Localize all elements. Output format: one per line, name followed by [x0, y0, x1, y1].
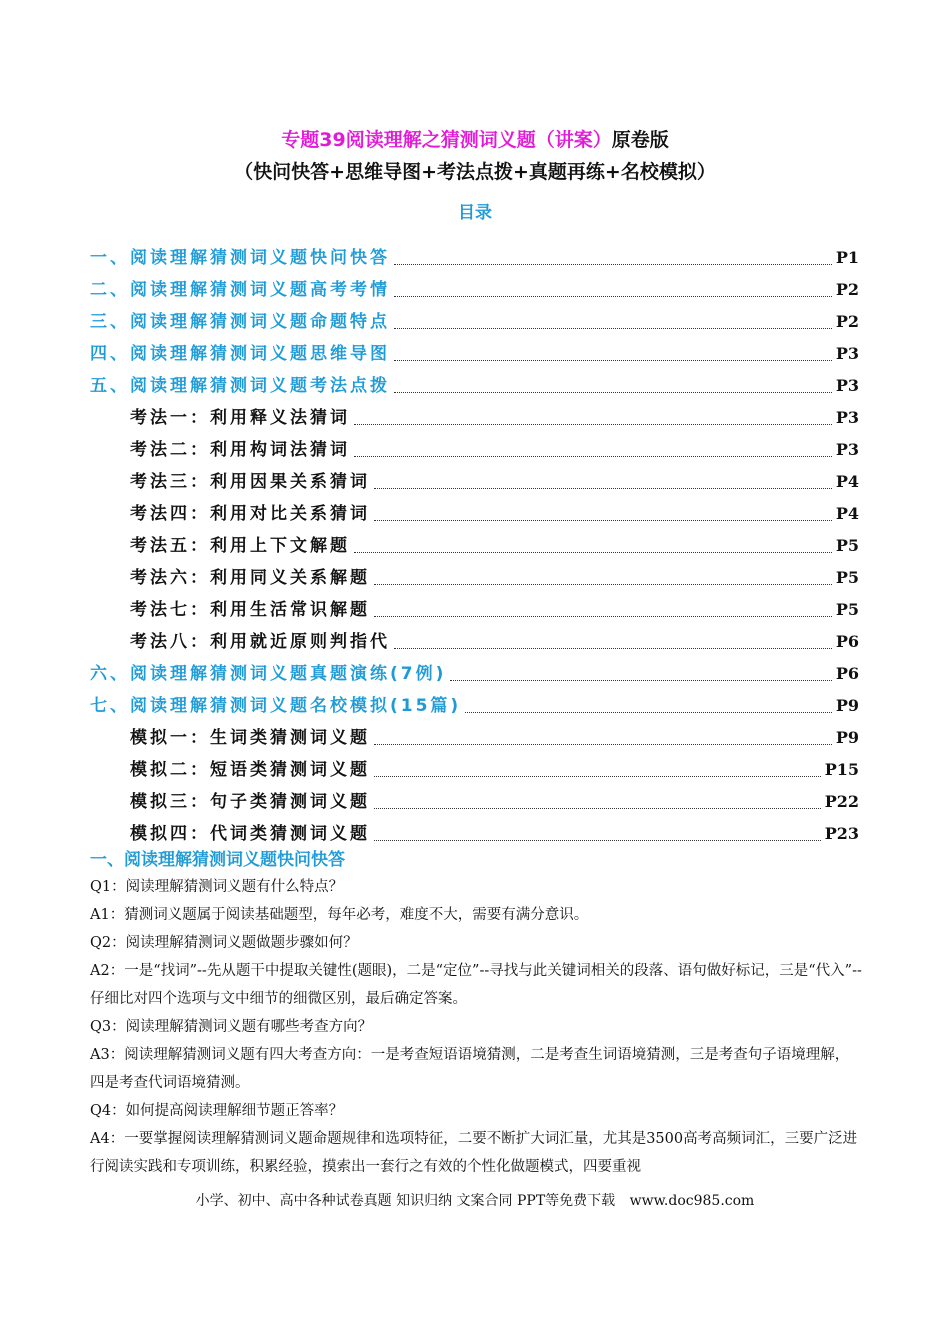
- qa-a4: A4：一要掌握阅读理解猜测词义题命题规律和选项特征，二要不断扩大词汇量，尤其是3500高考高频词汇，三要广泛进行阅读实践和专项训练，积累经验，摸索出一套行之有效的个性化做题模式，四要重视: [90, 1131, 858, 1175]
- toc-leader-dots: [394, 295, 832, 297]
- toc-entry-label: 模拟四：代词类猜测词义题: [130, 824, 370, 844]
- qa-a2: A2：一是“找词”--先从题干中提取关键性(题眼)，二是“定位”--寻找与此关键词相关的段落、语句做好标记，三是“代入”--仔细比对四个选项与文中细节的细微区别，最后确定答案。: [90, 963, 862, 1007]
- toc-entry-page: P9: [835, 696, 859, 715]
- toc-entry[interactable]: [90, 306, 859, 334]
- toc-entry-label: 六、阅读理解猜测词义题真题演练(7例): [90, 664, 447, 684]
- toc-entry-label: 三、阅读理解猜测词义题命题特点: [90, 312, 390, 332]
- toc-entry-page: P23: [824, 824, 859, 843]
- qa-q1: Q1：阅读理解猜测词义题有什么特点？: [90, 879, 344, 895]
- toc-entry[interactable]: [130, 786, 859, 814]
- toc-entry-page: P1: [835, 248, 859, 267]
- toc-entry-label: 考法二：利用构词法猜词: [130, 440, 350, 460]
- qa-a1: A1：猜测词义题属于阅读基础题型，每年必考，难度不大，需要有满分意识。: [90, 907, 589, 923]
- toc-entry-label: 一、阅读理解猜测词义题快问快答: [90, 248, 390, 268]
- toc-leader-dots: [394, 359, 832, 361]
- toc-entry-label: 二、阅读理解猜测词义题高考考情: [90, 280, 390, 300]
- toc-leader-dots: [465, 711, 832, 713]
- toc-entry[interactable]: [130, 466, 859, 494]
- toc-entry-label: 模拟一：生词类猜测词义题: [130, 728, 370, 748]
- toc-entry-label: 七、阅读理解猜测词义题名校模拟(15篇): [90, 696, 462, 716]
- toc-entry-page: P5: [835, 568, 859, 587]
- toc-entry[interactable]: [130, 562, 859, 590]
- toc-entry-label: 考法七：利用生活常识解题: [130, 600, 370, 620]
- footer-text: 小学、初中、高中各种试卷真题 知识归纳 文案合同 PPT等免费下载: [195, 1193, 616, 1209]
- toc-entry[interactable]: [130, 754, 859, 782]
- toc-entry[interactable]: [130, 530, 859, 558]
- toc-leader-dots: [374, 615, 832, 617]
- toc-entry-label: 模拟三：句子类猜测词义题: [130, 792, 370, 812]
- page-footer: [0, 1190, 950, 1212]
- toc-leader-dots: [394, 391, 832, 393]
- toc-leader-dots: [374, 519, 832, 521]
- toc-leader-dots: [374, 487, 832, 489]
- toc-leader-dots: [374, 807, 821, 809]
- toc-leader-dots: [450, 679, 831, 681]
- toc-leader-dots: [374, 583, 832, 585]
- toc-entry[interactable]: [130, 498, 859, 526]
- toc-entry-page: P4: [835, 504, 859, 523]
- toc-entry[interactable]: [90, 658, 859, 686]
- toc-entry[interactable]: [90, 274, 859, 302]
- toc-entry-page: P5: [835, 600, 859, 619]
- toc-entry-label: 考法六：利用同义关系解题: [130, 568, 370, 588]
- document-title: [0, 127, 950, 153]
- toc-entry-page: P2: [835, 280, 859, 299]
- toc-leader-dots: [374, 839, 821, 841]
- toc-leader-dots: [374, 743, 832, 745]
- toc-entry[interactable]: [90, 690, 859, 718]
- toc-entry-page: P3: [835, 440, 859, 459]
- toc-heading: 目录: [458, 203, 492, 223]
- toc-entry-page: P4: [835, 472, 859, 491]
- qa-q3: Q3：阅读理解猜测词义题有哪些考查方向？: [90, 1019, 373, 1035]
- toc-entry-label: 考法三：利用因果关系猜词: [130, 472, 370, 492]
- toc-entry-label: 考法一：利用释义法猜词: [130, 408, 350, 428]
- toc-entry-page: P3: [835, 344, 859, 363]
- toc-leader-dots: [354, 455, 832, 457]
- title-main: 专题39阅读理解之猜测词义题（讲案）: [281, 129, 612, 151]
- toc-entry-label: 考法五：利用上下文解题: [130, 536, 350, 556]
- toc-entry[interactable]: [90, 242, 859, 270]
- toc-entry-label: 考法四：利用对比关系猜词: [130, 504, 370, 524]
- toc-entry[interactable]: [90, 370, 859, 398]
- toc-entry-label: 模拟二：短语类猜测词义题: [130, 760, 370, 780]
- toc-entry-label: 考法八：利用就近原则判指代: [130, 632, 390, 652]
- toc-leader-dots: [374, 775, 821, 777]
- toc-entry-page: P3: [835, 376, 859, 395]
- toc-entry[interactable]: [130, 722, 859, 750]
- qa-q4: Q4：如何提高阅读理解细节题正答率？: [90, 1103, 344, 1119]
- toc-entry-page: P3: [835, 408, 859, 427]
- toc-entry-page: P15: [824, 760, 859, 779]
- toc-entry-page: P9: [835, 728, 859, 747]
- footer-url[interactable]: www.doc985.com: [629, 1193, 755, 1209]
- toc-leader-dots: [394, 647, 832, 649]
- qa-a3: A3：阅读理解猜测词义题有四大考查方向：一是考查短语语境猜测，二是考查生词语境猜测，三是考查句子语境理解，四是考查代词语境猜测。: [90, 1047, 850, 1091]
- title-version: 原卷版: [611, 129, 669, 151]
- toc-entry[interactable]: [130, 434, 859, 462]
- toc-entry-label: 四、阅读理解猜测词义题思维导图: [90, 344, 390, 364]
- toc-entry-page: P5: [835, 536, 859, 555]
- toc-entry[interactable]: [130, 402, 859, 430]
- toc-entry-page: P2: [835, 312, 859, 331]
- toc-entry-page: P6: [835, 632, 859, 651]
- toc-entry[interactable]: [130, 594, 859, 622]
- toc-entry-page: P22: [824, 792, 859, 811]
- section-heading: 一、阅读理解猜测词义题快问快答: [90, 850, 345, 870]
- document-subtitle: （快问快答+思维导图+考法点拨+真题再练+名校模拟）: [234, 161, 716, 183]
- qa-q2: Q2：阅读理解猜测词义题做题步骤如何？: [90, 935, 358, 951]
- toc-entry-page: P6: [835, 664, 859, 683]
- toc-entry[interactable]: [130, 626, 859, 654]
- toc-entry[interactable]: [130, 818, 859, 846]
- toc-leader-dots: [354, 423, 832, 425]
- toc-leader-dots: [394, 327, 832, 329]
- toc-entry[interactable]: [90, 338, 859, 366]
- toc-entry-label: 五、阅读理解猜测词义题考法点拨: [90, 376, 390, 396]
- toc-leader-dots: [354, 551, 832, 553]
- toc-leader-dots: [394, 263, 832, 265]
